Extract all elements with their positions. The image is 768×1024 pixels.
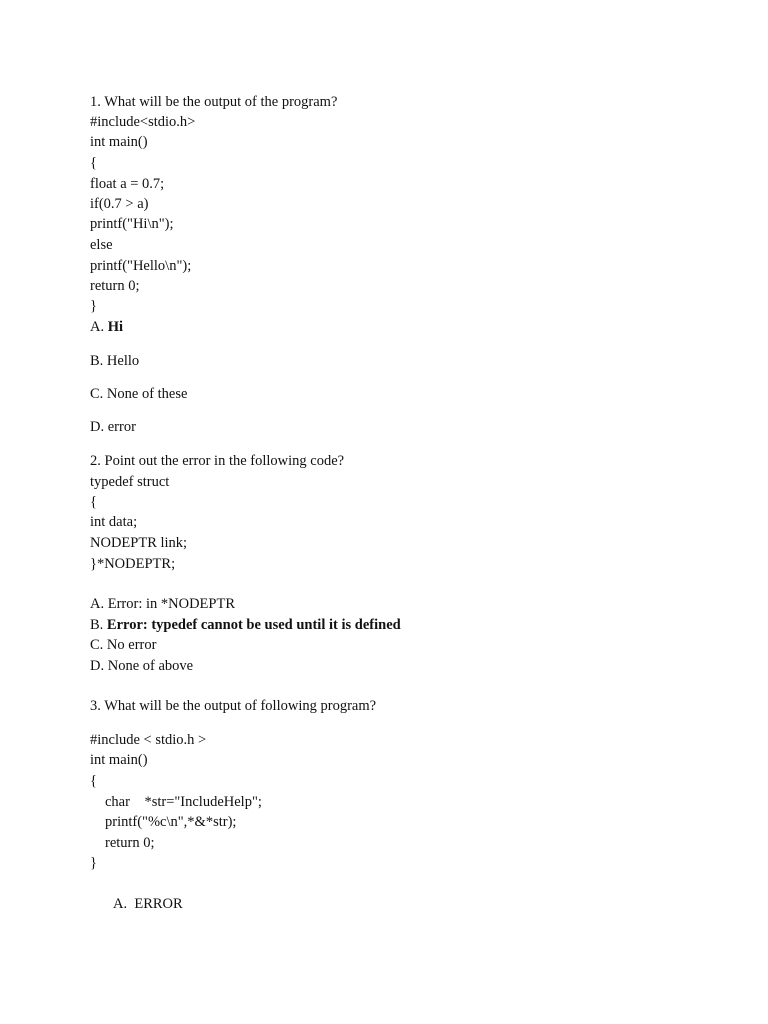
q1-option-d: D. error	[90, 419, 136, 435]
q3-code-line: #include < stdio.h >	[90, 732, 207, 748]
q1-option-a: A. Hi	[90, 319, 124, 335]
q3-code-line: {	[90, 773, 97, 789]
q1-code-line: #include<stdio.h>	[90, 114, 196, 130]
q2-option-b: B. Error: typedef cannot be used until it is defined	[90, 617, 401, 633]
q3-code-line: int main()	[90, 752, 148, 768]
q2-code-line: {	[90, 494, 97, 510]
q1-code-line: float a = 0.7;	[90, 176, 165, 192]
q3-code-line: }	[90, 855, 97, 871]
q2-option-a: A. Error: in *NODEPTR	[90, 596, 235, 612]
q3-code-line: printf("%c\n",*&*str);	[105, 814, 237, 830]
q1-code-line: int main()	[90, 134, 148, 150]
q2-code-line: int data;	[90, 514, 138, 530]
q2-option-d: D. None of above	[90, 658, 194, 674]
q2-question: 2. Point out the error in the following code?	[90, 453, 345, 469]
q3-option-a: A. ERROR	[113, 896, 183, 912]
q2-code-line: typedef struct	[90, 474, 170, 490]
q1-option-c: C. None of these	[90, 386, 188, 402]
q2-code-line: NODEPTR link;	[90, 535, 188, 551]
q1-code-line: }	[90, 298, 97, 314]
q3-code-line: char *str="IncludeHelp";	[105, 794, 262, 810]
q3-code-line: return 0;	[105, 835, 155, 851]
q1-code-line: {	[90, 155, 97, 171]
q3-question: 3. What will be the output of following program?	[90, 698, 377, 714]
q1-code-line: return 0;	[90, 278, 140, 294]
q1-option-b: B. Hello	[90, 353, 140, 369]
q1-code-line: printf("Hello\n");	[90, 258, 192, 274]
q1-answer: Hi	[107, 319, 124, 335]
q1-code-line: printf("Hi\n");	[90, 216, 174, 232]
q1-question: 1. What will be the output of the program?	[90, 94, 338, 110]
q1-code-line: if(0.7 > a)	[90, 196, 149, 212]
q2-code-line: }*NODEPTR;	[90, 556, 176, 572]
q1-code-line: else	[90, 237, 113, 253]
q2-option-c: C. No error	[90, 637, 157, 653]
q2-answer: Error: typedef cannot be used until it is defined	[106, 617, 401, 633]
